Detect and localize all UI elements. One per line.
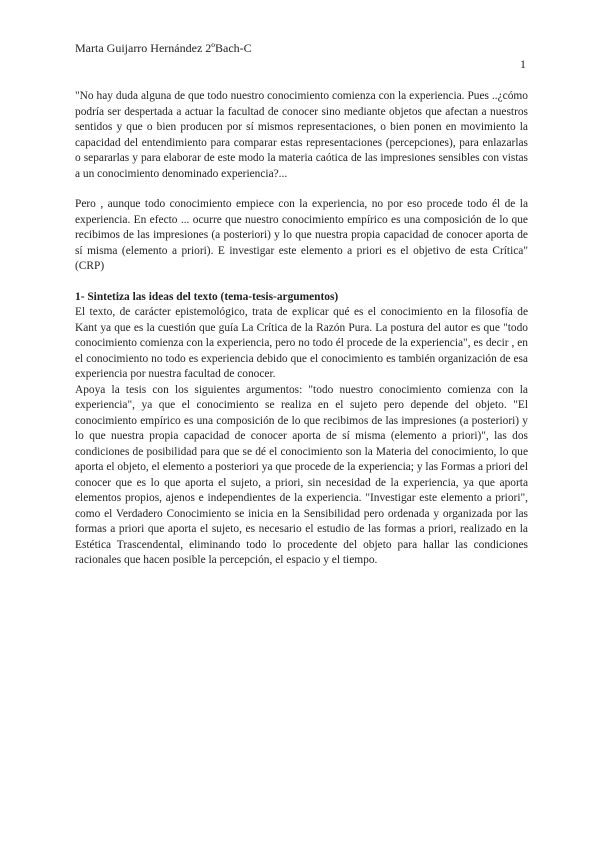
section-heading: 1- Sintetiza las ideas del texto (tema-tesis-argumentos) xyxy=(75,290,339,303)
section-paragraph-1: El texto, de carácter epistemológico, trata de explicar qué es el conocimiento en la filosofía de Kant ya que es la cuestión que guía La Crítica de la Razón Pura. La postura del autor es que "todo conocimiento comienza con la experiencia, pero no todo él procede de la experiencia", es decir , en el conocimiento no todo es experiencia debido que el conocimiento es también organización de esa experiencia por nuestra facultad de conocer. xyxy=(75,306,528,380)
page-number: 1 xyxy=(520,57,526,71)
section-paragraph-2: Apoya la tesis con los siguientes argumentos: "todo nuestro conocimiento comienza con la experiencia", ya que el conocimiento se realiza en el sujeto pero depende del objeto. "El conocimiento empírico es una composición de lo que recibimos de las impresiones (a posteriori) y lo que nuestra propia capacidad de conocer aporta de sí misma (elemento a priori)", las dos condiciones de posibilidad para que se dé el conocimiento son la Materia del conocimiento, lo que aporta el objeto, el elemento a posteriori ya que procede de la experiencia; y las Formas a priori del conocer que es lo que aporta el sujeto, a priori, sin necesidad de la experiencia, ya que aporta elementos propios, ajenos e independientes de la experiencia. "Investigar este elemento a priori", como el Verdadero Conocimiento se inicia en la Sensibilidad pero ordenada y organizada por las formas a priori que aporta el sujeto, es necesario el estudio de las formas a priori, realizado en la Estética Trascendental, eliminando todo lo procedente del objeto para hallar las condiciones racionales que hacen posible la percepción, el espacio y el tiempo. xyxy=(75,383,528,566)
page-header-author: Marta Guijarro Hernández 2ºBach-C xyxy=(75,41,252,55)
quote-paragraph-2: Pero , aunque todo conocimiento empiece con la experiencia, no por eso procede todo él de la experiencia. En efecto ... ocurre que nuestro conocimiento empírico es una composición de lo que recibimos de las impresiones (a posteriori) y lo que nuestra propia capacidad de conocer aporta de sí misma (elemento a priori). E investigar este elemento a priori es el objetivo de esta Crítica" (CRP) xyxy=(75,198,528,272)
quote-paragraph-1: "No hay duda alguna de que todo nuestro conocimiento comienza con la experiencia. Pues ..¿cómo podría ser despertada a actuar la facultad de conocer sino mediante objetos que afectan a nuestros sentidos y que o bien producen por sí mismos representaciones, o bien ponen en movimiento la capacidad del entendimiento para comparar estas representaciones (percepciones), para enlazarlas o separarlas y para elaborar de este modo la materia caótica de las impresiones sensibles con vistas a un conocimiento denominado experiencia?... xyxy=(75,90,528,180)
paragraph-gap xyxy=(75,275,528,290)
document-body xyxy=(75,89,528,569)
paragraph-gap xyxy=(75,182,528,197)
